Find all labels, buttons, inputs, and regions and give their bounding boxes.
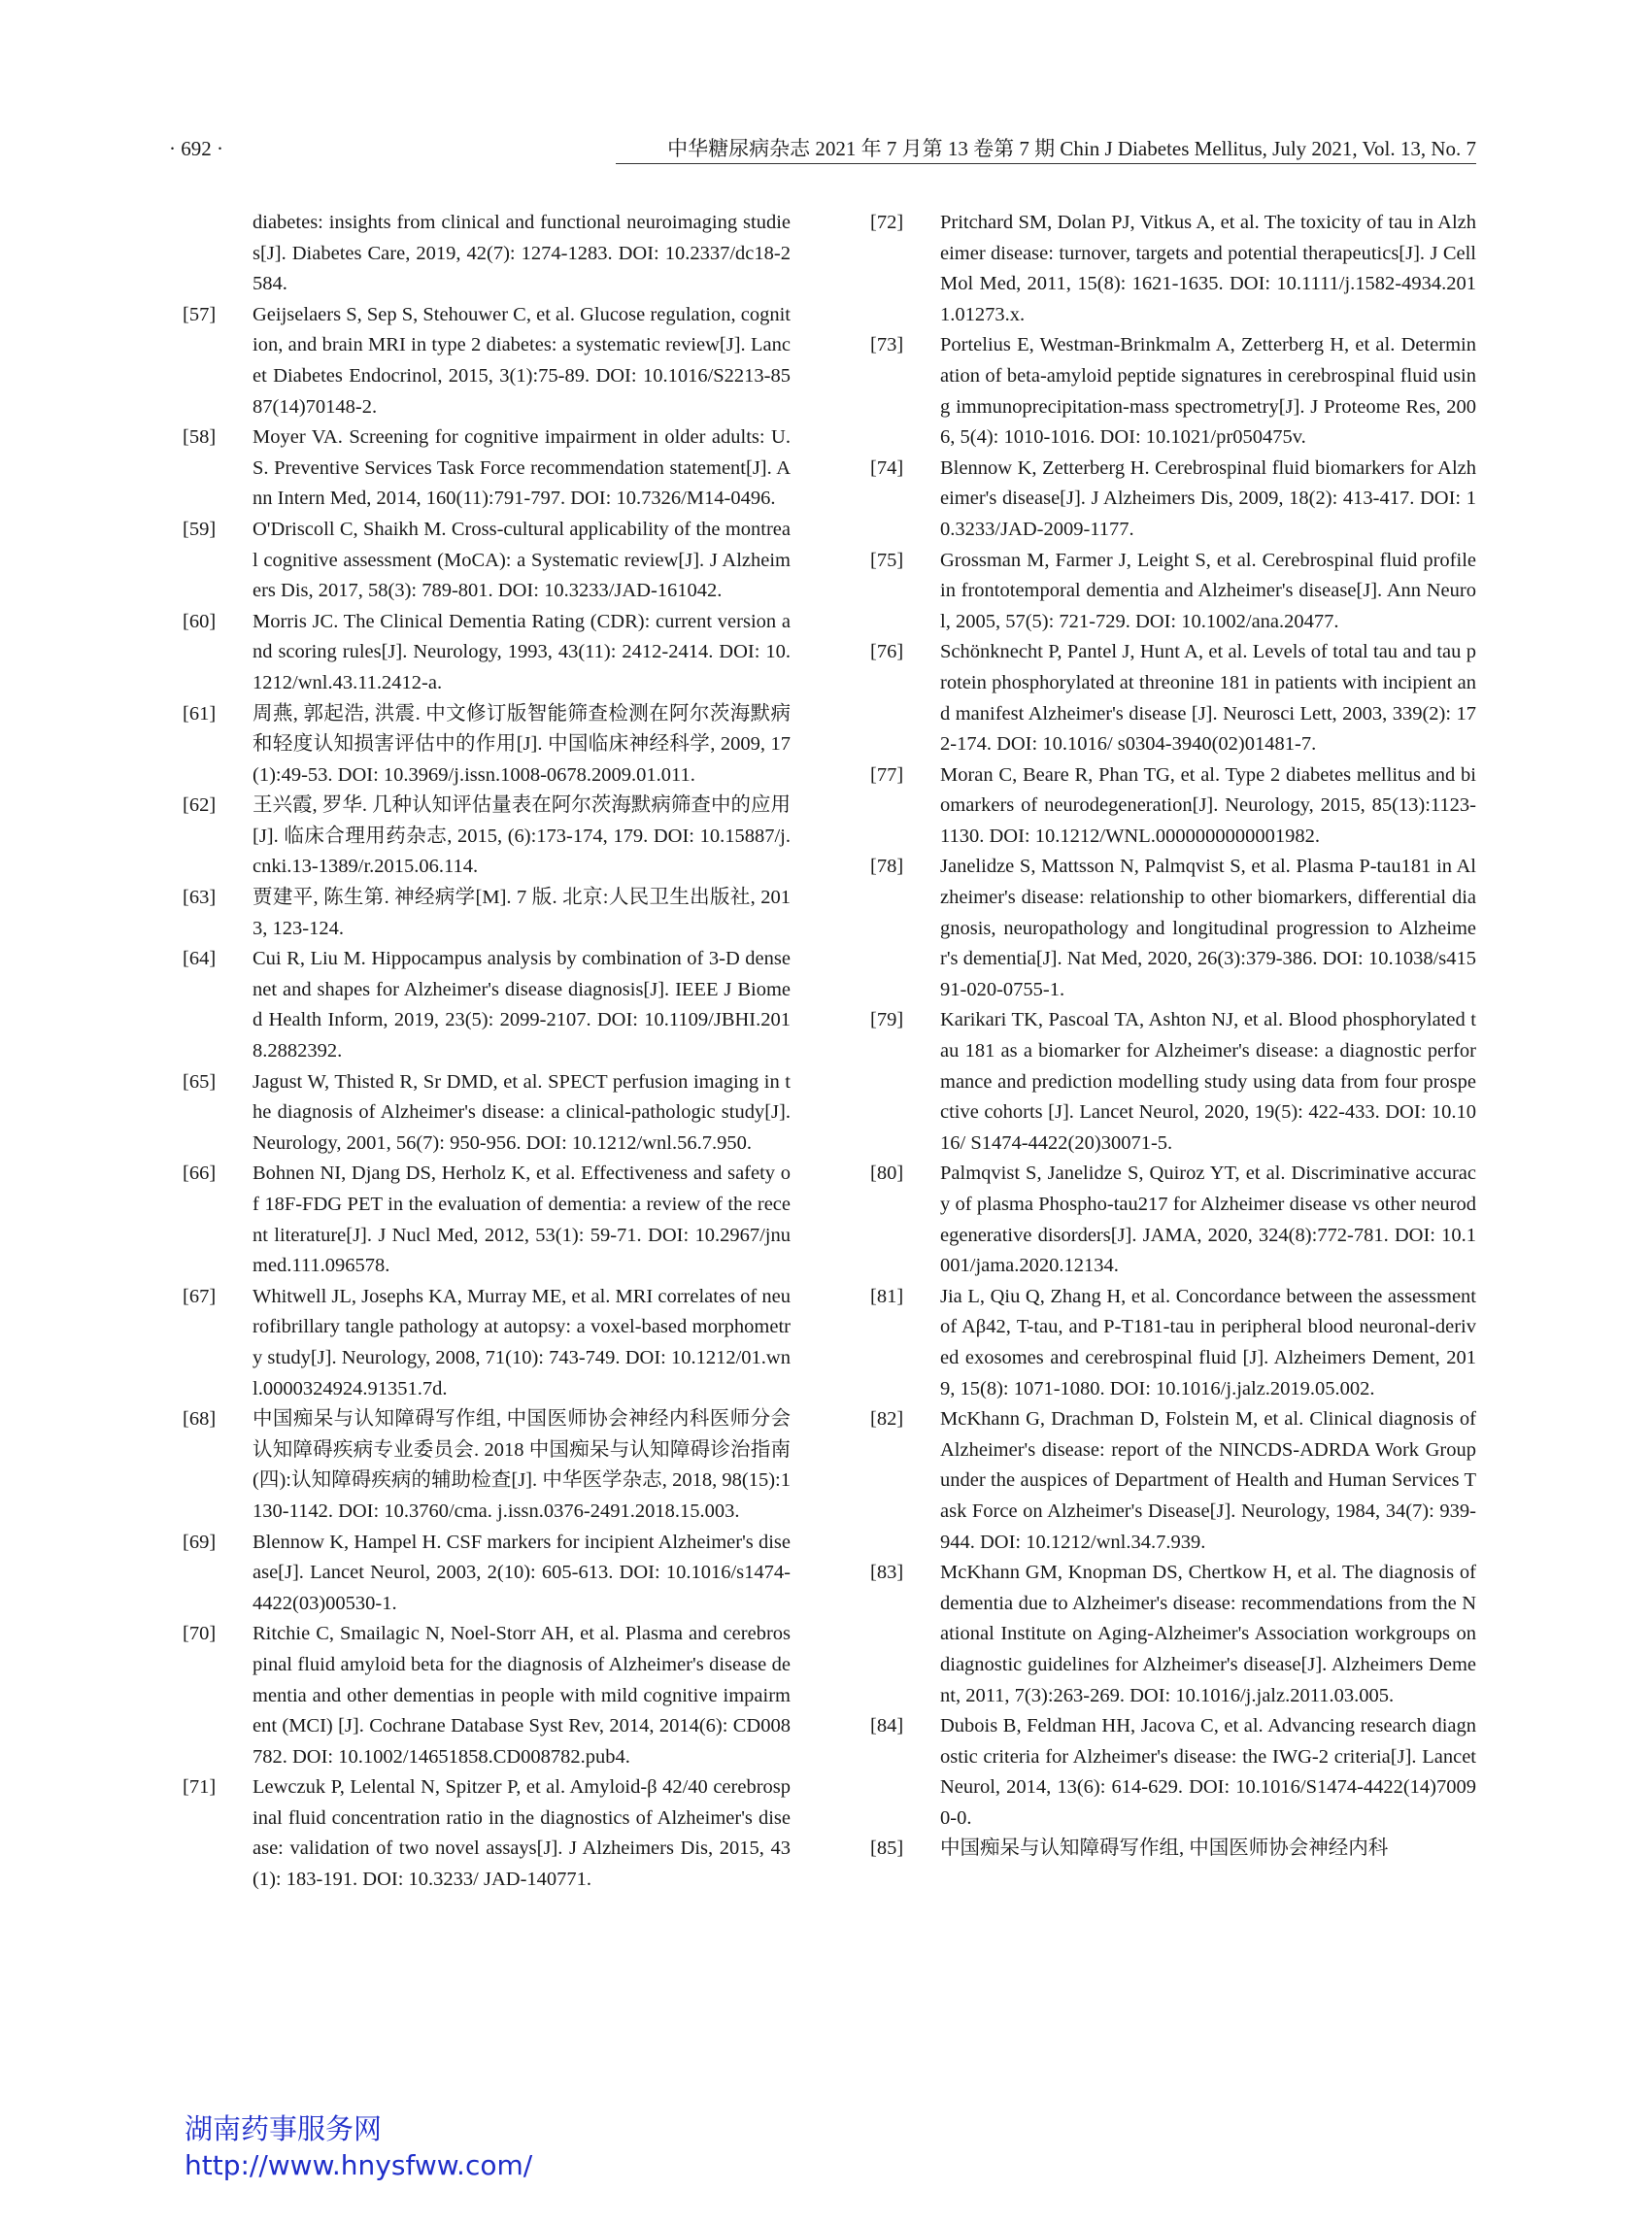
reference-text: Palmqvist S, Janelidze S, Quiroz YT, et al. Discriminative accuracy of plasma Phospho-tau217 for Alzheimer disease vs other neurodegenerative disorders[J]. JAMA, 2020, 324(8):772-781. DOI: 10.1001/jama.2020.12134. bbox=[940, 1163, 1476, 1277]
reference-item bbox=[179, 699, 791, 792]
reference-text: McKhann GM, Knopman DS, Chertkow H, et al. The diagnosis of dementia due to Alzheimer's disease: recommendations from the National Institute on Aging-Alzheimer's Association workgroups on diagnostic guidelines for Alzheimer's disease[J]. Alzheimers Dement, 2011, 7(3):263-269. DOI: 10.1016/j.jalz.2011.03.005. bbox=[940, 1562, 1476, 1706]
reference-number: [63] bbox=[183, 887, 217, 909]
reference-text: Jia L, Qiu Q, Zhang H, et al. Concordance between the assessment of Aβ42, T-tau, and P-T181-tau in peripheral blood neuronal-derived exosomes and cerebrospinal fluid [J]. Alzheimers Dement, 2019, 15(8): 1071-1080. DOI: 10.1016/j.jalz.2019.05.002. bbox=[940, 1285, 1476, 1399]
reference-number: [57] bbox=[183, 303, 217, 325]
watermark-url[interactable]: http://www.hnysfww.com/ bbox=[185, 2149, 533, 2181]
reference-text: 中国痴呆与认知障碍写作组, 中国医师协会神经内科医师分会认知障碍疾病专业委员会. 2018 中国痴呆与认知障碍诊治指南(四):认知障碍疾病的辅助检查[J]. 中华医学杂志, 2018, 98(15):1130-1142. DOI: 10.3760/cma. j.issn.0376-2491.2018.15.003. bbox=[253, 1408, 791, 1522]
reference-item bbox=[179, 1772, 791, 1895]
reference-item bbox=[866, 1558, 1476, 1711]
reference-text: Lewczuk P, Lelental N, Spitzer P, et al. Amyloid-β 42/40 cerebrospinal fluid concentration ratio in the diagnostics of Alzheimer's disease: validation of two novel assays[J]. J Alzheimers Dis, 2015, 43(1): 183-191. DOI: 10.3233/ JAD-140771. bbox=[253, 1776, 791, 1891]
reference-item bbox=[179, 791, 791, 883]
reference-text: 周燕, 郭起浩, 洪震. 中文修订版智能筛查检测在阿尔茨海默病和轻度认知损害评估中的作用[J]. 中国临床神经科学, 2009, 17(1):49-53. DOI: 10.3969/j.issn.1008-0678.2009.01.011. bbox=[253, 702, 791, 786]
reference-number: [70] bbox=[183, 1623, 217, 1645]
site-watermark bbox=[185, 2110, 532, 2184]
reference-continuation bbox=[179, 208, 791, 300]
reference-text: Morris JC. The Clinical Dementia Rating (CDR): current version and scoring rules[J]. Neurology, 1993, 43(11): 2412-2414. DOI: 10.1212/wnl.43.11.2412-a. bbox=[253, 610, 791, 693]
reference-text: Janelidze S, Mattsson N, Palmqvist S, et al. Plasma P-tau181 in Alzheimer's disease: relationship to other biomarkers, differential diagnosis, neuropathology and longitudinal progression to Alzheimer's dementia[J]. Nat Med, 2020, 26(3):379-386. DOI: 10.1038/s41591-020-0755-1. bbox=[940, 856, 1476, 1000]
reference-text: Cui R, Liu M. Hippocampus analysis by combination of 3-D densenet and shapes for Alzheimer's disease diagnosis[J]. IEEE J Biomed Health Inform, 2019, 23(5): 2099-2107. DOI: 10.1109/JBHI.2018.2882392. bbox=[253, 948, 791, 1062]
reference-text: 王兴霞, 罗华. 几种认知评估量表在阿尔茨海默病筛查中的应用[J]. 临床合理用药杂志, 2015, (6):173-174, 179. DOI: 10.15887/j.cnki.13-1389/r.2015.06.114. bbox=[253, 794, 791, 878]
reference-item bbox=[179, 515, 791, 607]
reference-text: Pritchard SM, Dolan PJ, Vitkus A, et al. The toxicity of tau in Alzheimer disease: turnover, targets and potential therapeutics[J]. J Cell Mol Med, 2011, 15(8): 1621-1635. DOI: 10.1111/j.1582-4934.2011.01273.x. bbox=[940, 212, 1476, 325]
reference-number: [79] bbox=[870, 1009, 904, 1031]
reference-item bbox=[866, 852, 1476, 1005]
reference-item bbox=[866, 1005, 1476, 1159]
reference-column-right bbox=[866, 208, 1476, 1865]
reference-text: O'Driscoll C, Shaikh M. Cross-cultural applicability of the montreal cognitive assessment (MoCA): a Systematic review[J]. J Alzheimers Dis, 2017, 58(3): 789-801. DOI: 10.3233/JAD-161042. bbox=[253, 518, 791, 602]
reference-number: [69] bbox=[183, 1531, 217, 1553]
reference-item bbox=[179, 1067, 791, 1160]
reference-item bbox=[866, 1282, 1476, 1404]
reference-number: [83] bbox=[870, 1562, 904, 1584]
reference-text: Moyer VA. Screening for cognitive impairment in older adults: U. S. Preventive Services Task Force recommendation statement[J]. Ann Intern Med, 2014, 160(11):791-797. DOI: 10.7326/M14-0496. bbox=[253, 426, 791, 510]
reference-item bbox=[866, 546, 1476, 638]
reference-item bbox=[179, 944, 791, 1066]
reference-number: [71] bbox=[183, 1776, 217, 1799]
reference-text: diabetes: insights from clinical and functional neuroimaging studies[J]. Diabetes Care, 2019, 42(7): 1274-1283. DOI: 10.2337/dc18-2584. bbox=[253, 212, 791, 295]
reference-text: 中国痴呆与认知障碍写作组, 中国医师协会神经内科 bbox=[940, 1837, 1389, 1860]
header-rule bbox=[616, 163, 1476, 164]
reference-text: Bohnen NI, Djang DS, Herholz K, et al. Effectiveness and safety of 18F-FDG PET in the evaluation of dementia: a review of the recent literature[J]. J Nucl Med, 2012, 53(1): 59-71. DOI: 10.2967/jnumed.111.096578. bbox=[253, 1163, 791, 1277]
reference-text: Portelius E, Westman-Brinkmalm A, Zetterberg H, et al. Determination of beta-amyloid peptide signatures in cerebrospinal fluid using immunoprecipitation-mass spectrometry[J]. J Proteome Res, 2006, 5(4): 1010-1016. DOI: 10.1021/pr050475v. bbox=[940, 334, 1476, 449]
reference-number: [72] bbox=[870, 212, 904, 233]
reference-number: [62] bbox=[183, 794, 217, 817]
reference-number: [58] bbox=[183, 426, 217, 449]
reference-item bbox=[866, 1711, 1476, 1834]
reference-text: McKhann G, Drachman D, Folstein M, et al. Clinical diagnosis of Alzheimer's disease: report of the NINCDS-ADRDA Work Group under the auspices of Department of Health and Human Services Task Force on Alzheimer's Disease[J]. Neurology, 1984, 34(7): 939-944. DOI: 10.1212/wnl.34.7.939. bbox=[940, 1408, 1476, 1553]
reference-item bbox=[866, 208, 1476, 330]
reference-number: [68] bbox=[183, 1408, 217, 1431]
reference-text: Jagust W, Thisted R, Sr DMD, et al. SPECT perfusion imaging in the diagnosis of Alzheimer's disease: a clinical-pathologic study[J]. Neurology, 2001, 56(7): 950-956. DOI: 10.1212/wnl.56.7.950. bbox=[253, 1070, 791, 1154]
reference-text: Grossman M, Farmer J, Leight S, et al. Cerebrospinal fluid profile in frontotemporal dementia and Alzheimer's disease[J]. Ann Neurol, 2005, 57(5): 721-729. DOI: 10.1002/ana.20477. bbox=[940, 549, 1476, 632]
reference-number: [74] bbox=[870, 456, 904, 479]
reference-item bbox=[179, 883, 791, 944]
reference-number: [85] bbox=[870, 1837, 904, 1860]
reference-item bbox=[179, 607, 791, 699]
reference-number: [66] bbox=[183, 1163, 217, 1185]
reference-text: Karikari TK, Pascoal TA, Ashton NJ, et al. Blood phosphorylated tau 181 as a biomarker for Alzheimer's disease: a diagnostic performance and prediction modelling study using data from four prospective cohorts [J]. Lancet Neurol, 2020, 19(5): 422-433. DOI: 10.1016/ S1474-4422(20)30071-5. bbox=[940, 1009, 1476, 1154]
reference-text: Geijselaers S, Sep S, Stehouwer C, et al. Glucose regulation, cognition, and brain MRI in type 2 diabetes: a systematic review[J]. Lancet Diabetes Endocrinol, 2015, 3(1):75-89. DOI: 10.1016/S2213-8587(14)70148-2. bbox=[253, 303, 791, 418]
reference-number: [64] bbox=[183, 948, 217, 970]
reference-text: Ritchie C, Smailagic N, Noel-Storr AH, et al. Plasma and cerebrospinal fluid amyloid beta for the diagnosis of Alzheimer's disease dementia and other dementias in people with mild cognitive impairment (MCI) [J]. Cochrane Database Syst Rev, 2014, 2014(6): CD008782. DOI: 10.1002/14651858.CD008782.pub4. bbox=[253, 1623, 791, 1768]
reference-number: [61] bbox=[183, 702, 217, 725]
reference-item bbox=[179, 1619, 791, 1772]
reference-item bbox=[866, 1159, 1476, 1281]
reference-column-left bbox=[179, 208, 791, 1896]
reference-number: [73] bbox=[870, 334, 904, 356]
reference-text: Moran C, Beare R, Phan TG, et al. Type 2 diabetes mellitus and biomarkers of neurodegeneration[J]. Neurology, 2015, 85(13):1123-1130. DOI: 10.1212/WNL.0000000000001982. bbox=[940, 763, 1476, 847]
reference-number: [84] bbox=[870, 1715, 904, 1737]
reference-text: Whitwell JL, Josephs KA, Murray ME, et al. MRI correlates of neurofibrillary tangle pathology at autopsy: a voxel-based morphometry study[J]. Neurology, 2008, 71(10): 743-749. DOI: 10.1212/01.wnl.0000324924.91351.7d. bbox=[253, 1285, 791, 1399]
reference-item bbox=[179, 1282, 791, 1404]
reference-item bbox=[179, 1404, 791, 1527]
reference-item bbox=[866, 1834, 1476, 1865]
reference-text: Blennow K, Zetterberg H. Cerebrospinal fluid biomarkers for Alzheimer's disease[J]. J Alzheimers Dis, 2009, 18(2): 413-417. DOI: 10.3233/JAD-2009-1177. bbox=[940, 456, 1476, 540]
reference-number: [60] bbox=[183, 610, 217, 632]
reference-number: [59] bbox=[183, 518, 217, 540]
reference-item bbox=[866, 454, 1476, 546]
reference-text: Dubois B, Feldman HH, Jacova C, et al. Advancing research diagnostic criteria for Alzheimer's disease: the IWG-2 criteria[J]. Lancet Neurol, 2014, 13(6): 614-629. DOI: 10.1016/S1474-4422(14)70090-0. bbox=[940, 1715, 1476, 1829]
reference-text: Schönknecht P, Pantel J, Hunt A, et al. Levels of total tau and tau protein phosphorylated at threonine 181 in patients with incipient and manifest Alzheimer's disease [J]. Neurosci Lett, 2003, 339(2): 172-174. DOI: 10.1016/ s0304-3940(02)01481-7. bbox=[940, 641, 1476, 756]
reference-number: [81] bbox=[870, 1285, 904, 1307]
reference-number: [75] bbox=[870, 549, 904, 571]
reference-number: [67] bbox=[183, 1285, 217, 1307]
reference-number: [65] bbox=[183, 1070, 217, 1093]
reference-item bbox=[866, 637, 1476, 759]
watermark-site-name: 湖南药事服务网 bbox=[185, 2112, 383, 2145]
reference-item bbox=[179, 1159, 791, 1281]
reference-number: [77] bbox=[870, 763, 904, 786]
reference-item bbox=[866, 1404, 1476, 1558]
reference-text: 贾建平, 陈生第. 神经病学[M]. 7 版. 北京:人民卫生出版社, 2013, 123-124. bbox=[253, 887, 791, 939]
reference-text: Blennow K, Hampel H. CSF markers for incipient Alzheimer's disease[J]. Lancet Neurol, 2003, 2(10): 605-613. DOI: 10.1016/s1474-4422(03)00530-1. bbox=[253, 1531, 791, 1614]
reference-item bbox=[179, 1528, 791, 1620]
reference-number: [76] bbox=[870, 641, 904, 663]
reference-number: [80] bbox=[870, 1163, 904, 1185]
running-header bbox=[169, 134, 1476, 163]
page-number: · 692 · bbox=[169, 137, 223, 160]
reference-item bbox=[866, 760, 1476, 853]
reference-item bbox=[179, 422, 791, 515]
reference-number: [82] bbox=[870, 1408, 904, 1431]
reference-item bbox=[179, 300, 791, 422]
journal-citation: 中华糖尿病杂志 2021 年 7 月第 13 卷第 7 期 Chin J Diabetes Mellitus, July 2021, Vol. 13, No. 7 bbox=[667, 137, 1476, 160]
reference-item bbox=[866, 330, 1476, 453]
reference-number: [78] bbox=[870, 856, 904, 878]
